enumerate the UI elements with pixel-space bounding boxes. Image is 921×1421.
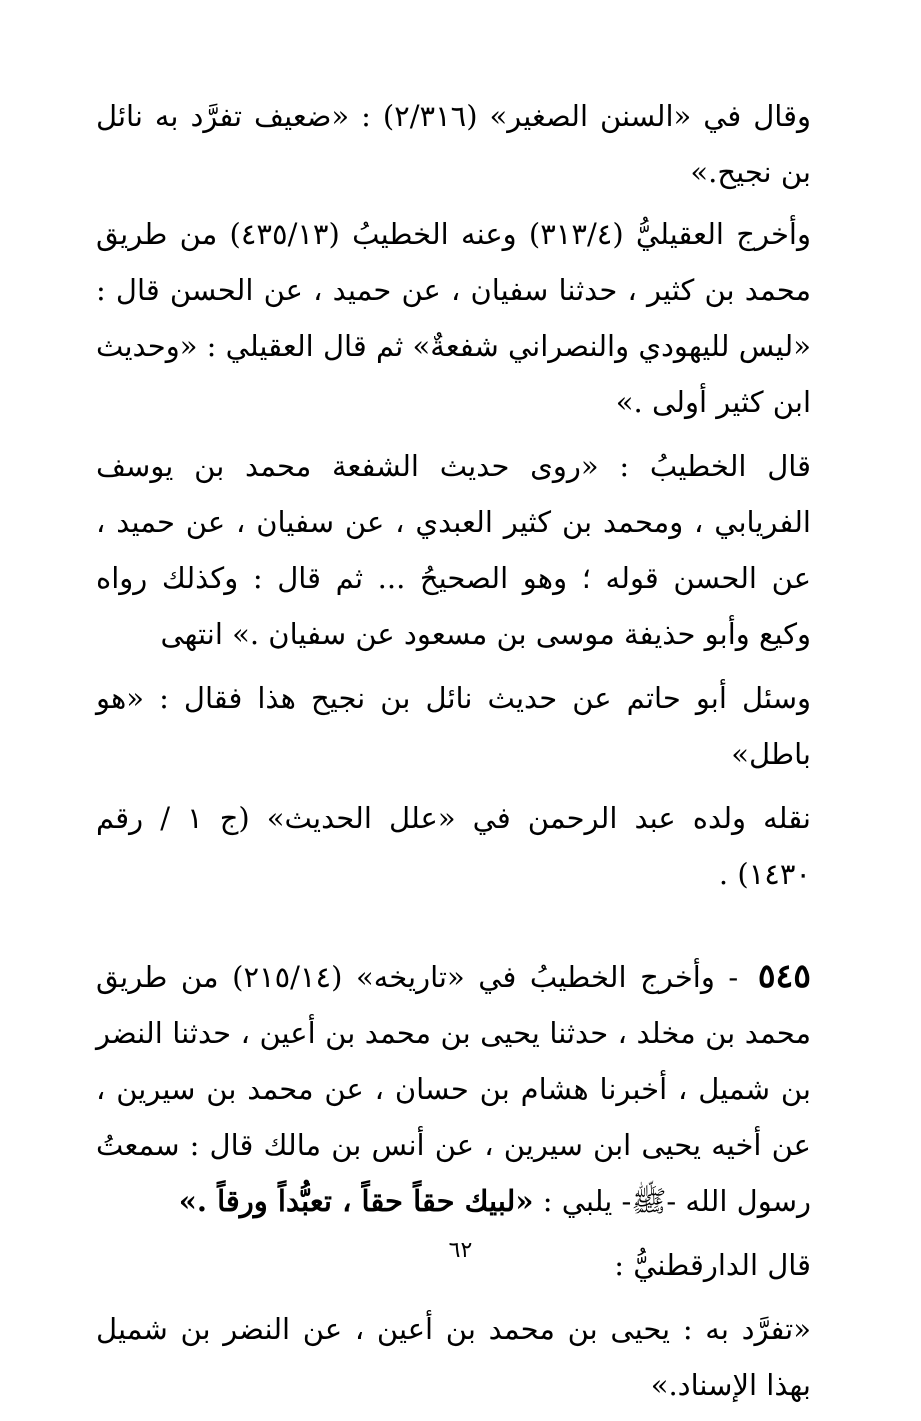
daraqutni-quote: «تفرَّد به : يحيى بن محمد بن أعين ، عن النضر بن شميل بهذا الإسناد.» xyxy=(96,1312,811,1402)
paragraph-abu-hatim: وسئل أبو حاتم عن حديث نائل بن نجيح هذا فقال : «هو باطل» xyxy=(96,681,811,771)
paragraph-uqayli-khatib: وأخرج العقيليُّ (٣١٣/٤) وعنه الخطيبُ (٤٣٥/١٣) من طريق محمد بن كثير ، حدثنا سفيان ، عن حميد ، عن الحسن قال : «ليس لليهودي والنصراني شفعةٌ» ثم قال العقيلي : «وحديث ابن كثير أولى .» xyxy=(96,217,812,419)
entry-paragraph xyxy=(96,948,811,1229)
entry-number: ٥٤٥ xyxy=(757,956,812,995)
section-gap xyxy=(96,910,811,948)
daraqutni-heading: قال الدارقطنيُّ : xyxy=(614,1248,811,1282)
paragraph-sunan-saghir: وقال في «السنن الصغير» (٢/٣١٦) : «ضعيف تفرَّد به نائل بن نجيح.» xyxy=(96,99,811,189)
page-body xyxy=(96,88,811,1421)
entry-talbiya: «لبيك حقاً حقاً ، تعبُّداً ورقاً .» xyxy=(178,1184,534,1218)
page-number: ٦٢ xyxy=(448,1238,473,1263)
paragraph-ilal-reference: نقله ولده عبد الرحمن في «علل الحديث» (ج ١ / رقم ١٤٣٠) . xyxy=(96,801,811,891)
entry-intro: - وأخرج الخطيبُ في «تاريخه» (٢١٥/١٤) من طريق محمد بن مخلد ، حدثنا يحيى بن محمد بن أعين ، حدثنا النضر بن شميل ، أخبرنا هشام بن حسان ، عن محمد بن سيرين ، عن أخيه يحيى ابن سيرين ، عن أنس بن مالك قال : سمعتُ رسول الله -ﷺ- يلبي : xyxy=(96,960,811,1218)
paragraph-khatib-saying: قال الخطيبُ : «روى حديث الشفعة محمد بن يوسف الفريابي ، ومحمد بن كثير العبدي ، عن سفيان ، عن حميد ، عن الحسن قوله ؛ وهو الصحيحُ ... ثم قال : وكذلك رواه وكيع وأبو حذيفة موسى بن مسعود عن سفيان .» انتهى xyxy=(96,449,811,651)
